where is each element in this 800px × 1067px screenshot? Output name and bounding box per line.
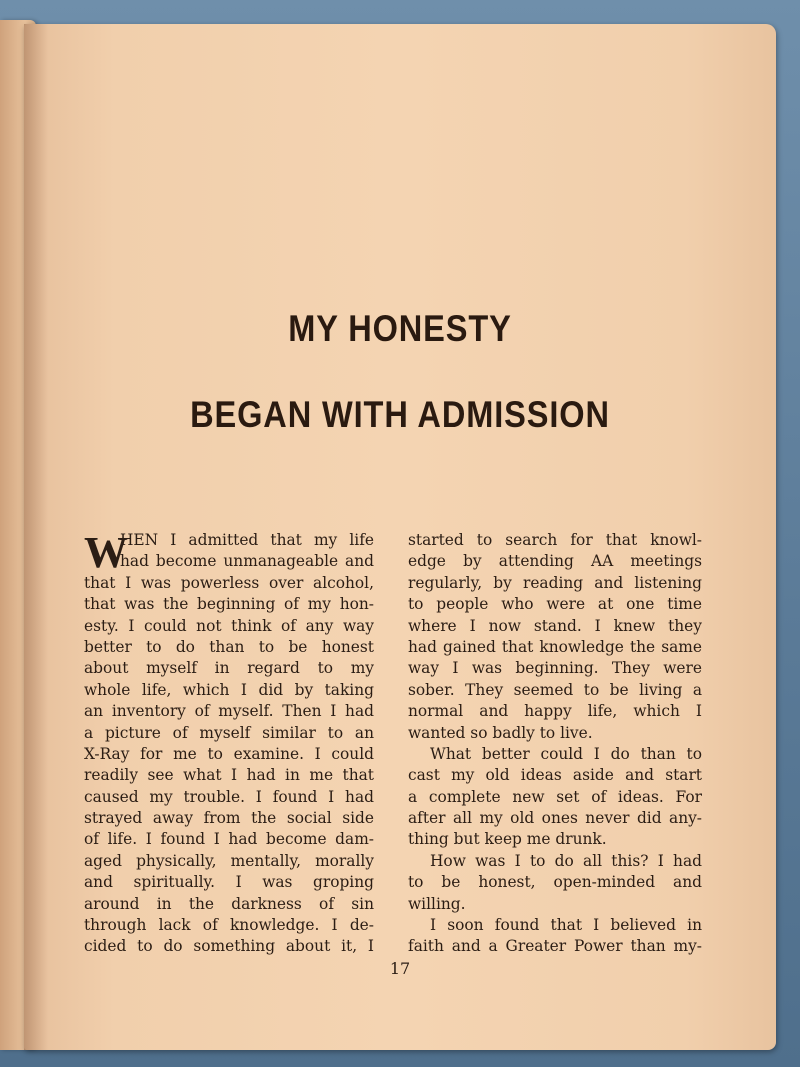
text-line: that was the beginning of my hon- [84, 595, 374, 614]
text-line: faith and a Greater Power than my- [408, 937, 702, 956]
text-line: normal and happy life, which I [408, 702, 702, 721]
text-line: started to search for that knowl- [408, 531, 702, 549]
text-line: esty. I could not think of any way [84, 616, 374, 635]
text-line: HEN I admitted that my life [120, 531, 374, 549]
booklet-page [24, 24, 776, 1050]
text-line: What better could I do than to [430, 744, 702, 763]
text-line: regularly, by reading and listening [408, 573, 702, 592]
text-line: thing but keep me drunk. [408, 830, 607, 849]
text-line: had gained that knowledge the same [408, 637, 702, 656]
text-line: about myself in regard to my [84, 659, 374, 678]
title-line-1: MY HONESTY [288, 308, 512, 349]
text-line: around in the darkness of sin [84, 894, 374, 913]
text-line: of life. I found I had become dam- [84, 830, 374, 849]
text-line: an inventory of myself. Then I had [84, 702, 374, 721]
text-line: a picture of myself similar to an [84, 723, 374, 742]
text-line: through lack of knowledge. I de- [84, 916, 374, 935]
right-text-column [408, 530, 702, 958]
text-line: to people who were at one time [408, 595, 702, 614]
text-line: that I was powerless over alcohol, [84, 573, 374, 592]
text-line: to be honest, open-minded and [408, 873, 702, 892]
text-line: after all my old ones never did any- [408, 809, 702, 828]
text-line: readily see what I had in me that [84, 766, 374, 785]
text-line: a complete new set of ideas. For [408, 787, 702, 806]
page-number: 17 [389, 959, 411, 978]
text-line: strayed away from the social side [84, 809, 374, 828]
gutter-shadow [24, 24, 48, 1050]
text-line: and spiritually. I was groping [84, 873, 374, 892]
left-text-column [84, 530, 374, 958]
text-line: caused my trouble. I found I had [84, 787, 374, 806]
text-line: willing. [408, 894, 466, 913]
text-line: edge by attending AA meetings [408, 552, 702, 571]
text-line: aged physically, mentally, morally [84, 851, 374, 870]
title-line-2: BEGAN WITH ADMISSION [190, 394, 610, 435]
text-line: I soon found that I believed in [430, 916, 702, 935]
text-line: sober. They seemed to be living a [408, 680, 702, 699]
text-line: better to do than to be honest [84, 637, 374, 656]
text-line: cast my old ideas aside and start [408, 766, 702, 785]
text-line: had become unmanageable and [120, 552, 374, 571]
text-line: whole life, which I did by taking [84, 680, 374, 699]
drop-cap: W [84, 528, 128, 577]
text-line: wanted so badly to live. [408, 723, 593, 742]
text-line: X-Ray for me to examine. I could [84, 744, 374, 763]
text-line: cided to do something about it, I [84, 937, 374, 956]
text-line: How was I to do all this? I had [430, 851, 702, 870]
text-line: where I now stand. I knew they [408, 616, 702, 635]
text-line: way I was beginning. They were [408, 659, 702, 678]
